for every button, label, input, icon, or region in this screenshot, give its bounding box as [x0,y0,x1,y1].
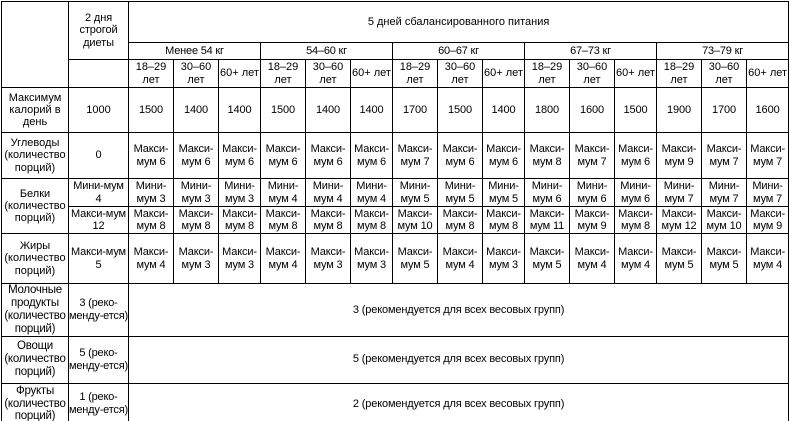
data-cell: Мини-мум 5 [393,179,438,207]
data-cell: Мини-мум 7 [657,179,702,207]
merged-data-cell: 5 (рекомендуется для всех весовых групп) [129,336,789,383]
header-weight-group: 73–79 кг [657,43,789,60]
data-cell: Мини-мум 5 [438,179,483,207]
data-cell: Макси-мум 8 [438,207,483,234]
data-cell: Мини-мум 4 [351,179,393,207]
data-cell: 1400 [219,88,261,133]
header-weight-group: 60–67 кг [393,43,525,60]
data-cell: Макси-мум 5 [525,234,570,284]
merged-data-cell: 3 (рекомендуется для всех весовых групп) [129,284,789,337]
header-age-group: 30–60 лет [438,60,483,88]
data-cell: Макси-мум 3 [174,234,219,284]
header-weight-group: 54–60 кг [261,43,393,60]
data-cell: Макси-мум 7 [747,133,789,179]
data-cell: Макси-мум 8 [525,133,570,179]
data-cell: Макси-мум 6 [174,133,219,179]
table-row [2,284,789,337]
data-cell: Макси-мум 12 [657,207,702,234]
header-strict-phase: 2 дня строгой диеты [69,2,129,60]
header-weight-group: 67–73 кг [525,43,657,60]
row-label: Белки (количество порций) [2,179,69,234]
data-cell: Макси-мум 6 [306,133,351,179]
data-cell: 1500 [615,88,657,133]
data-cell: Макси-мум 8 [615,207,657,234]
merged-data-cell: 2 (рекомендуется для всех весовых групп) [129,383,789,421]
data-cell: 1600 [570,88,615,133]
data-cell: Макси-мум 5 [393,234,438,284]
row-label: Жиры (количество порций) [2,234,69,284]
data-cell: 1700 [393,88,438,133]
data-cell: Макси-мум 6 [351,133,393,179]
row-label: Овощи (количество порций) [2,336,69,383]
data-cell: Макси-мум 9 [657,133,702,179]
data-cell: 1400 [483,88,525,133]
nutrition-table [1,1,789,421]
data-cell: Макси-мум 10 [393,207,438,234]
data-cell: Макси-мум 4 [570,234,615,284]
data-cell: Макси-мум 4 [615,234,657,284]
data-cell: Макси-мум 3 [219,234,261,284]
table-row [2,207,789,234]
data-cell: Мини-мум 5 [483,179,525,207]
data-cell: 1900 [657,88,702,133]
strict-value: 1 (реко-менду-ется) [69,383,129,421]
strict-value: 1000 [69,88,129,133]
data-cell: 1500 [129,88,174,133]
data-cell: Макси-мум 8 [219,207,261,234]
header-age-group: 60+ лет [351,60,393,88]
header-balanced-phase: 5 дней сбалансированного питания [129,2,789,43]
data-cell: Макси-мум 8 [483,207,525,234]
data-cell: Макси-мум 10 [702,207,747,234]
data-cell: Мини-мум 6 [615,179,657,207]
data-cell: Мини-мум 7 [747,179,789,207]
header-age-group: 60+ лет [615,60,657,88]
data-cell: Макси-мум 8 [174,207,219,234]
header-age-group: 60+ лет [219,60,261,88]
data-cell: 1700 [702,88,747,133]
data-cell: Макси-мум 3 [351,234,393,284]
row-label: Молочные продукты (количество порций) [2,284,69,337]
data-cell: Мини-мум 6 [525,179,570,207]
data-cell: 1500 [438,88,483,133]
data-cell: Макси-мум 8 [306,207,351,234]
data-cell: Макси-мум 7 [702,133,747,179]
header-age-group: 18–29 лет [525,60,570,88]
header-age-group: 18–29 лет [129,60,174,88]
header-age-group: 30–60 лет [174,60,219,88]
data-cell: 1600 [747,88,789,133]
table-row [2,336,789,383]
header-age-group: 30–60 лет [702,60,747,88]
data-cell: Макси-мум 6 [219,133,261,179]
data-cell: Макси-мум 3 [306,234,351,284]
data-cell: Макси-мум 6 [261,133,306,179]
header-age-group: 18–29 лет [261,60,306,88]
data-cell: 1400 [306,88,351,133]
strict-value-max: Макси-мум 12 [69,207,129,234]
header-age-group: 30–60 лет [306,60,351,88]
data-cell: Макси-мум 4 [129,234,174,284]
data-cell: Макси-мум 3 [483,234,525,284]
data-cell: Мини-мум 4 [306,179,351,207]
data-cell: Макси-мум 7 [570,133,615,179]
data-cell: 1800 [525,88,570,133]
row-label: Углеводы (количество порций) [2,133,69,179]
strict-value: 0 [69,133,129,179]
strict-value: Макси-мум 5 [69,234,129,284]
data-cell: Мини-мум 7 [702,179,747,207]
row-label: Фрукты (количество порций) [2,383,69,421]
data-cell: Макси-мум 5 [657,234,702,284]
table-row [2,383,789,421]
data-cell: Макси-мум 9 [747,207,789,234]
data-cell: Макси-мум 6 [129,133,174,179]
strict-value-min: Мини-мум 4 [69,179,129,207]
data-cell: Мини-мум 6 [570,179,615,207]
data-cell: Мини-мум 3 [219,179,261,207]
data-cell: Макси-мум 8 [351,207,393,234]
data-cell: Макси-мум 8 [129,207,174,234]
header-age-group: 60+ лет [747,60,789,88]
data-cell: Макси-мум 5 [702,234,747,284]
data-cell: Мини-мум 4 [261,179,306,207]
header-age-group: 30–60 лет [570,60,615,88]
data-cell: Мини-мум 3 [129,179,174,207]
row-label: Максимум калорий в день [2,88,69,133]
data-cell: Макси-мум 6 [615,133,657,179]
header-age-group: 18–29 лет [657,60,702,88]
data-cell: Макси-мум 6 [483,133,525,179]
data-cell: Макси-мум 4 [261,234,306,284]
data-cell: Макси-мум 4 [747,234,789,284]
header-weight-group: Менее 54 кг [129,43,261,60]
data-cell: 1400 [351,88,393,133]
data-cell: Макси-мум 4 [438,234,483,284]
header-row-age-groups [2,60,789,88]
strict-value: 5 (реко-менду-ется) [69,336,129,383]
table-row [2,234,789,284]
table-row [2,88,789,133]
table-row [2,133,789,179]
data-cell: Макси-мум 6 [438,133,483,179]
strict-value: 3 (реко-менду-ется) [69,284,129,337]
header-corner-cell [2,2,69,88]
header-row-phases [2,2,789,43]
data-cell: 1500 [261,88,306,133]
header-age-group: 18–29 лет [393,60,438,88]
data-cell: Макси-мум 9 [570,207,615,234]
table-row [2,179,789,207]
data-cell: 1400 [174,88,219,133]
header-strict-spacer [69,60,129,88]
data-cell: Мини-мум 3 [174,179,219,207]
data-cell: Макси-мум 7 [393,133,438,179]
data-cell: Макси-мум 11 [525,207,570,234]
header-age-group: 60+ лет [483,60,525,88]
data-cell: Макси-мум 8 [261,207,306,234]
